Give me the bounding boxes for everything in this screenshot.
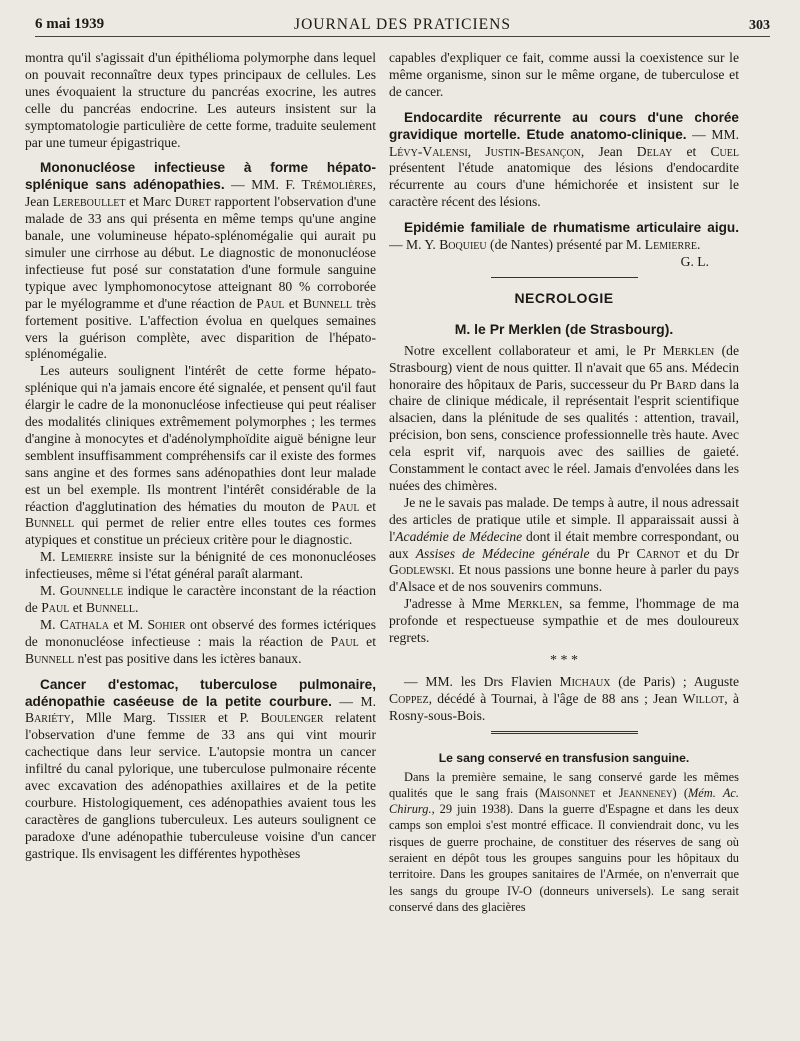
article-mononucleose: Mononucléose infectieuse à forme hépato-splénique sans adénopathies. — MM. F. Trémolières, Jean Lereboullet et Marc Duret rapportent l'observation d'une malade de 33 ans qui présenta en même temps qu'une angine banale, une volumineuse hépato-splénomégalie qui aurait pu simuler une cirrhose au début. Le diagnostic de mononucléose infectieuse fut posé sur constatation d'une formule sanguine typique avec lymphomonocytose atteignant 80 % corroborée par le myélogramme et d'une réaction de Paul et Bunnell très fortement positive. L'affection évolua en quelques semaines vers la guérison complète, avec disparition de l'hépato-splénomégalie.: [25, 160, 376, 362]
right-column: [389, 50, 739, 1040]
paragraph-auteurs: Les auteurs soulignent l'intérêt de cette forme hépato-splénique qui n'a jamais encore été signalée, et pensent qu'il faut élargir le cadre de la mononucléose infectieuse qui peut réaliser des modalités cliniques extrêmement polymorphes ; les termes d'angine à monocytes et d'adénolymphoïdite aiguë bénigne leur semblent insuffisamment compréhensifs car il existe des formes sans angine et des formes sans adénopathies dont leur malade est un bel exemple. Ils montrent l'intérêt considérable de la réaction d'agglutination des hématies du mouton de Paul et Bunnell qui permet de relier entre elles toutes ces formes atypiques et constitue un précieux critère pour le diagnostic.: [25, 363, 376, 548]
paragraph-continued: capables d'expliquer ce fait, comme aussi la coexistence sur le même organisme, sinon sur le même organe, de tuberculose et de cancer.: [389, 50, 739, 99]
article-cancer: Cancer d'estomac, tuberculose pulmonaire, adénopathie caséeuse de la petite courbure. — M. Bariéty, Mlle Marg. Tissier et P. Boulenger relatent l'observation d'une femme de 33 ans qui vint mourir cachectique dans leur service. L'autopsie montra un cancer infiltré du canal pylorique, une tuberculose pulmonaire récente avec excavation des adénopathies axillaires et de la petite courbure. Histologiquement, ces adénopathies avaient tous les caractères de ganglions tuberculeux. Les auteurs soulignent ce paradoxe d'une adénopathie tuberculeuse voisine d'un cancer gastrique. Ils envisagent les différentes hypothèses: [25, 676, 376, 861]
issue-date: 6 mai 1939: [35, 16, 105, 32]
section-title: NECROLOGIE: [514, 289, 614, 306]
article-endocardite: Endocardite récurrente au cours d'une chorée gravidique mortelle. Etude anatomo-clinique. — MM. Lévy-Valensi, Justin-Besançon, Jean Delay et Cuel présentent l'étude anatomique des lésions d'endocardite récurrente au cours d'une hémichorée et insistent sur le caractère récent des lésions.: [389, 109, 739, 210]
left-column: [25, 50, 376, 1040]
signoff: [389, 254, 739, 271]
article-heading: Endocardite récurrente au cours d'une chorée gravidique mortelle. Etude anatomo-clinique.: [389, 109, 739, 142]
divider: [491, 277, 638, 278]
page-number: 303: [749, 18, 770, 33]
paragraph-lemierre: M. Lemierre insiste sur la bénignité de ces mononucléoses infectieuses, même si l'état général paraît alarmant.: [25, 549, 376, 582]
article-sang: Dans la première semaine, le sang conservé garde les mêmes qualités que le sang frais (Maisonnet et Jeanneney) (Mém. Ac. Chirurg., 29 juin 1938). Dans la guerre d'Espagne et dans les deux camps son emploi s'est montré efficace. Il conviendrait donc, vu les risques de guerre prochaine, de constituer des réserves de sang où seraient en dépôt tous les groupes sanguins pour les hôpitaux du territoire. Dans les groupes sanitaires de l'Armée, on n'enverrait que les sangs du groupe IV-O (donneurs universels). Le sang serait conservé dans des glacières: [389, 769, 739, 914]
article-heading: Mononucléose infectieuse à forme hépato-splénique sans adénopathies.: [25, 160, 376, 193]
journal-title: JOURNAL DES PRATICIENS: [294, 16, 511, 33]
obituary-paragraph: J'adresse à Mme Merklen, sa femme, l'hommage de ma profonde et respectueuse sympathie et de mes douloureux regrets.: [389, 596, 739, 646]
article-heading: Le sang conservé en transfusion sanguine.: [438, 750, 690, 765]
article-heading: Cancer d'estomac, tuberculose pulmonaire, adénopathie caséeuse de la petite courbure.: [25, 676, 376, 709]
asterism: * * *: [550, 653, 578, 668]
obituary-paragraph: Je ne le savais pas malade. De temps à autre, il nous adressait des articles de pratique utile et simple. Il apparaissait aussi à l'Académie de Médecine dont il était membre correspondant, ou aux Assises de Médecine générale du Pr Carnot et du Dr Godlewski. Et nous passions une bonne heure à parler du pays d'Alsace et de nos souvenirs communs.: [389, 494, 739, 595]
paragraph-cathala: M. Cathala et M. Sohier ont observé des formes ictériques de mononucléose infectieuse : mais la réaction de Paul et Bunnell n'est pas positive dans les ictères banaux.: [25, 616, 376, 666]
paragraph-intro: montra qu'il s'agissait d'un épithélioma polymorphe dans lequel on pouvait reconnaître deux types principaux de cellules. Les unes évoquaient la structure du pancréas exocrine, les autres celle du pancréas endocrine. Les auteurs insistent sur la symptomatologie particulière de cette forme, traduite seulement par une tumeur épigastrique.: [25, 50, 376, 150]
author-initials: G. L.: [680, 253, 709, 269]
deaths-paragraph: — MM. les Drs Flavien Michaux (de Paris) ; Auguste Coppez, décédé à Tournai, à l'âge de 88 ans ; Jean Willot, à Rosny-sous-Bois.: [389, 673, 739, 723]
paragraph-gounnelle: M. Gounnelle indique le caractère inconstant de la réaction de Paul et Bunnell.: [25, 583, 376, 615]
article-epidemie: Epidémie familiale de rhumatisme articulaire aigu. — M. Y. Boquieu (de Nantes) présenté par M. Lemierre.: [389, 220, 739, 253]
obituary-title: M. le Pr Merklen (de Strasbourg).: [454, 320, 674, 337]
article-heading: Epidémie familiale de rhumatisme articulaire aigu.: [404, 220, 739, 236]
obituary-paragraph: Notre excellent collaborateur et ami, le Pr Merklen (de Strasbourg) vient de nous quitter. Il n'avait que 65 ans. Médecin honoraire des hôpitaux de Paris, successeur du Pr Bard dans la chaire de clinique médicale, il représentait l'esprit scientifique alsacien, dans la plénitude de ses qualités : attention, travail, précision, bon sens, conscience professionnelle très haute. Avec cela esprit vif, narquois avec des saillies de gaieté. Constamment le contact avec le réel. Jamais d'envolées dans les nuées des chimères.: [389, 342, 739, 493]
divider: [491, 731, 638, 734]
page-header: [35, 14, 770, 37]
